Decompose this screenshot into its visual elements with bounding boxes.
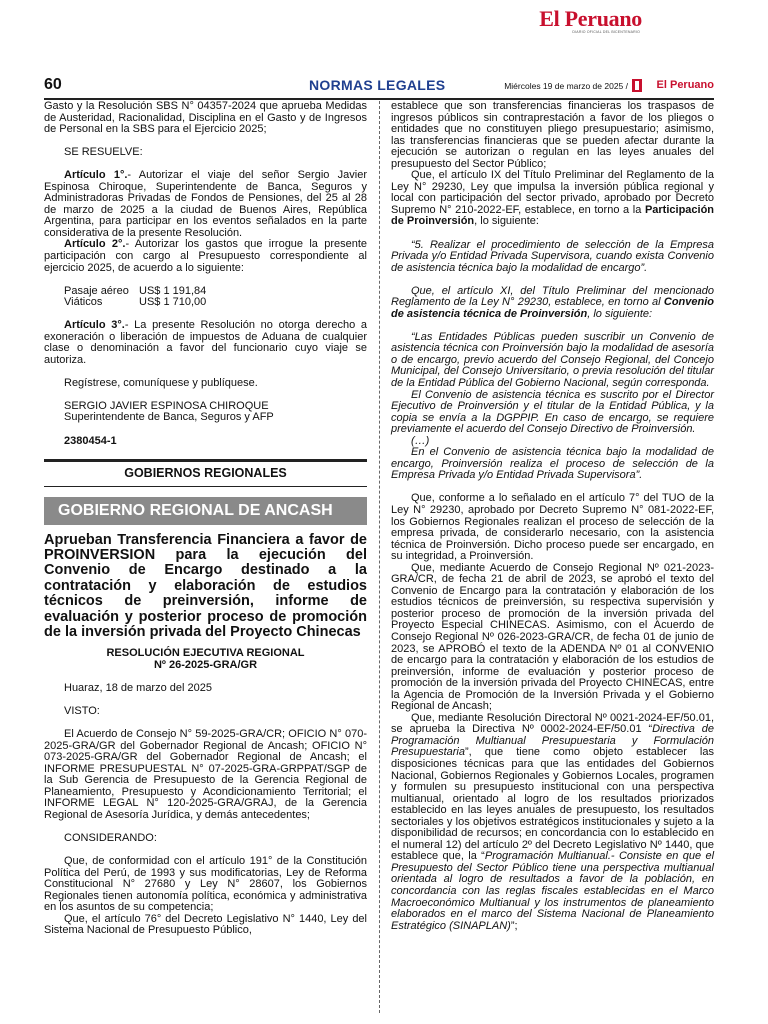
peru-flag-icon <box>632 79 642 92</box>
left-column <box>44 101 367 937</box>
signer-title: Superintendente de Banca, Seguros y AFP <box>64 411 274 424</box>
article-text: - La presente Resolución no otorga derecho a exoneración o liberación de impuestos de Aduana de cualquier clase o denominación a favor del funcionario cuyo viaje se autoriza. <box>44 319 367 366</box>
text: ”; <box>510 919 518 932</box>
paragraph <box>391 286 714 321</box>
paragraph: Que, conforme a lo señalado en el artículo 7° del TUO de la Ley N° 29230, aprobado por Decreto Supremo N° 081-2022-EF, los Gobiernos Regionales realizan el proceso de selección de la empresa privada, de considerarlo necesario, con la asistencia técnica de Proinversión. Dicho proceso puede ser encargado, en su integridad, a Proinversión. <box>391 492 714 563</box>
section-rule-thin <box>44 486 367 487</box>
text: Que, el artículo IX del Título Preliminar del Reglamento de la Ley N° 29230, Ley que impulsa la inversión pública regional y local con participación del sector privado, aprobado por Decreto Supremo N° 210-2022-EF, establece, en torno a la <box>391 169 714 216</box>
article-3 <box>44 320 367 366</box>
paragraph: Gasto y la Resolución SBS N° 04357-2024 que aprueba Medidas de Austeridad, Racionalidad, Disciplina en el Gasto y de Ingresos de Personal en la SBS para el Ejercicio 2025; <box>44 100 367 136</box>
quote: “Las Entidades Públicas pueden suscribir un Convenio de asistencia técnica con Proinversión bajo la modalidad de asesoría o de encargo, previo acuerdo del Consejo Regional, del Concejo Municipal, del Consejo Universitario, o previa resolución del titular de la Entidad Pública del Gobierno Nacional, según corresponda. <box>391 330 714 389</box>
bold-text: Participación de Proinversión <box>391 203 715 228</box>
paragraph: Que, mediante Acuerdo de Consejo Regional Nº 021-2023-GRA/CR, de fecha 21 de abril de 2023, se aprobó el texto del Convenio de Encargo para la contratación y elaboración de los estudios técnicos de preinversión, su respectiva supervisión y posterior proceso de promoción de la inversión privada del Proyecto Especial CHINECAS. Asimismo, con el Acuerdo de Consejo Regional Nº 026-2023-GRA/CR, de fecha 01 de junio de 2023, se APROBÓ el texto de la ADENDA Nº 01 al CONVENIO de encargo para la contratación y elaboración de los estudios de preinversión, informe de evaluación y posterior proceso de promoción de la inversión privada del Proyecto CHINECAS, entre la Agencia de Promoción de la Inversión Privada y el Gobierno Regional de Ancash; <box>391 561 714 713</box>
article-text: - Autorizar el viaje del señor Sergio Javier Espinosa Chiroque, Superintendente de Banca, Seguros y Administradoras Privadas de Fondos de Pensiones, del 25 al 28 de marzo de 2025 a la ciudad de Buenos Aires, República Argentina, para participar en los eventos señalados en la parte considerativa de la presente Resolución. <box>44 169 368 239</box>
expense-label: Pasaje aéreo <box>64 284 129 297</box>
signer-name: SERGIO JAVIER ESPINOSA CHIROQUE <box>64 399 269 412</box>
quote: El Convenio de asistencia técnica es suscrito por el Director Ejecutivo de Proinversión y el titular de la Entidad Pública, y la copia se envía a la DGPPIP. En caso de encargo, se requiere previamente el acuerdo del Consejo Directivo de Proinversión. <box>391 388 714 436</box>
quote: (…) <box>411 434 430 447</box>
institution-banner: GOBIERNO REGIONAL DE ANCASH <box>44 497 367 525</box>
visto-heading: VISTO: <box>64 705 100 718</box>
place-date: Huaraz, 18 de marzo del 2025 <box>64 681 212 694</box>
expense-value: US$ 1 710,00 <box>139 296 207 309</box>
quote: En el Convenio de asistencia técnica bajo la modalidad de encargo, Proinversión realiza el proceso de selección de la Empresa Privada y/o Entidad Privada Supervisora”. <box>391 446 714 482</box>
section-title: GOBIERNOS REGIONALES <box>124 466 287 481</box>
expense-value: US$ 1 191,84 <box>139 284 207 297</box>
quote: “5. Realizar el procedimiento de selección de la Empresa Privada y/o Entidad Privada Supervisora, cuando exista Convenio de asistencia técnica bajo la modalidad de encargo”. <box>391 238 714 274</box>
section-rule <box>44 459 367 462</box>
resolution-number <box>44 648 367 671</box>
article-2 <box>44 239 367 274</box>
text: , lo siguiente: <box>474 215 539 228</box>
page-number: 60 <box>44 76 62 93</box>
italic-text: Directiva de Programación Multianual Presupuestaria y Formulación Presupuestaria <box>391 723 715 759</box>
column-divider <box>379 101 380 1013</box>
article-label: Artículo 2°. <box>64 238 126 251</box>
article-label: Artículo 1°. <box>64 169 128 182</box>
right-column <box>391 101 714 932</box>
closing-formula: Regístrese, comuníquese y publíquese. <box>64 376 258 389</box>
header-date: Miércoles 19 de marzo de 2025 / <box>504 81 628 91</box>
section-name: NORMAS LEGALES <box>309 77 446 93</box>
text: , lo siguiente: <box>587 307 653 320</box>
header-logo: El Peruano <box>656 79 714 91</box>
resolution-line: RESOLUCIÓN EJECUTIVA REGIONAL <box>106 647 305 660</box>
page-header <box>44 76 714 98</box>
paragraph: Que, el artículo 76° del Decreto Legislativo N° 1440, Ley del Sistema Nacional de Presupuesto Público, <box>44 912 367 937</box>
resolution-line: Nº 26-2025-GRA/GR <box>153 658 258 671</box>
italic-text: Programación Multianual.- Consiste en que el Presupuesto del Sector Público tiene una perspectiva multianual orientada al logro de resultados a favor de la población, en concordancia con las reglas fiscales establecidas en el Marco Macroeconómico Multianual y los instrumentos de planeamiento elaborados en el marco del Sistema Nacional de Planeamiento Estratégico (SINAPLAN) <box>391 850 715 932</box>
article-1 <box>44 170 367 239</box>
expense-row <box>44 297 367 309</box>
bold-text: Convenio de asistencia técnica de Proinversión <box>391 296 714 320</box>
considerando-heading: CONSIDERANDO: <box>64 831 157 844</box>
text: ”, que tiene como objeto establecer las disposiciones técnicas para que las entidades del Gobiernos Nacional, Gobiernos Regionales y Gobiernos Locales, programen y formulen su presupuesto institucional con una perspectiva multianual, orientado al logro de los resultados priorizados establecido en las leyes anuales de presupuesto, los resultados sectoriales y los objetivos estratégicos institucionales y sujeto a la disponibilidad de recursos; en concordancia con lo establecido en el numeral 12) del artículo 2º del Decreto Legislativo Nº 1440, que establece que, la “ <box>391 746 714 863</box>
expense-label: Viáticos <box>64 296 103 309</box>
paragraph <box>391 713 714 932</box>
text: Que, el artículo XI, del Título Preliminar del mencionado Reglamento de la Ley N° 29230, establece, en torno al <box>391 284 714 309</box>
paragraph <box>391 170 714 228</box>
document-code: 2380454-1 <box>64 434 117 447</box>
paragraph: El Acuerdo de Consejo N° 59-2025-GRA/CR; OFICIO N° 070-2025-GRA/GR del Gobernador Regional de Ancash; OFICIO N° 073-2025-GRA/GR del Gobernador Regional de Ancash; el INFORME PRESUPUESTAL N° 07-2025-GRA-GRPPAT/SGP de la Sub Gerencia de Presupuesto de la Gerencia Regional de Planeamiento, Presupuesto y Acondicionamiento Territorial; el INFORME LEGAL N° 120-2025-GRA/GRAJ, de la Gerencia Regional de Asesoría Jurídica, y demás antecedentes; <box>44 728 367 821</box>
masthead-logo: El Peruano <box>539 6 642 31</box>
masthead-tagline: DIARIO OFICIAL DEL BICENTENARIO <box>572 30 640 34</box>
paragraph: Que, de conformidad con el artículo 191° de la Constitución Política del Perú, de 1993 y sus modificatorias, Ley de Reforma Constitucional N° 27680 y Ley N° 28607, los Gobiernos Regionales tienen autonomía política, económica y administrativa en los asuntos de su competencia; <box>44 854 367 914</box>
article-label: Artículo 3°. <box>64 319 125 332</box>
article-text: - Autorizar los gastos que irrogue la presente participación con cargo al Presupuesto correspondiente al ejercicio 2025, de acuerdo a lo siguiente: <box>44 238 368 274</box>
resolve-heading: SE RESUELVE: <box>64 146 143 159</box>
article-title: Aprueban Transferencia Financiera a favor de PROINVERSION para la ejecución del Convenio de Encargo destinado a la contratación y elaboración de estudios técnicos de preinversión, informe de evaluación y posterior proceso de promoción de la inversión privada del Proyecto Chinecas <box>44 531 367 641</box>
paragraph: establece que son transferencias financieras los traspasos de ingresos públicos sin contraprestación a favor de los pliegos o entidades que no constituyen pliego presupuestario; asimismo, las transferencias financieras que se pueden afectar durante la ejecución se autorizan o regulan en las leyes anuales del presupuesto del Sector Público; <box>391 100 714 170</box>
text: Que, mediante Resolución Directoral Nº 0021-2024-EF/50.01, se aprueba la Directiva Nº 0002-2024-EF/50.01 “ <box>391 711 714 736</box>
